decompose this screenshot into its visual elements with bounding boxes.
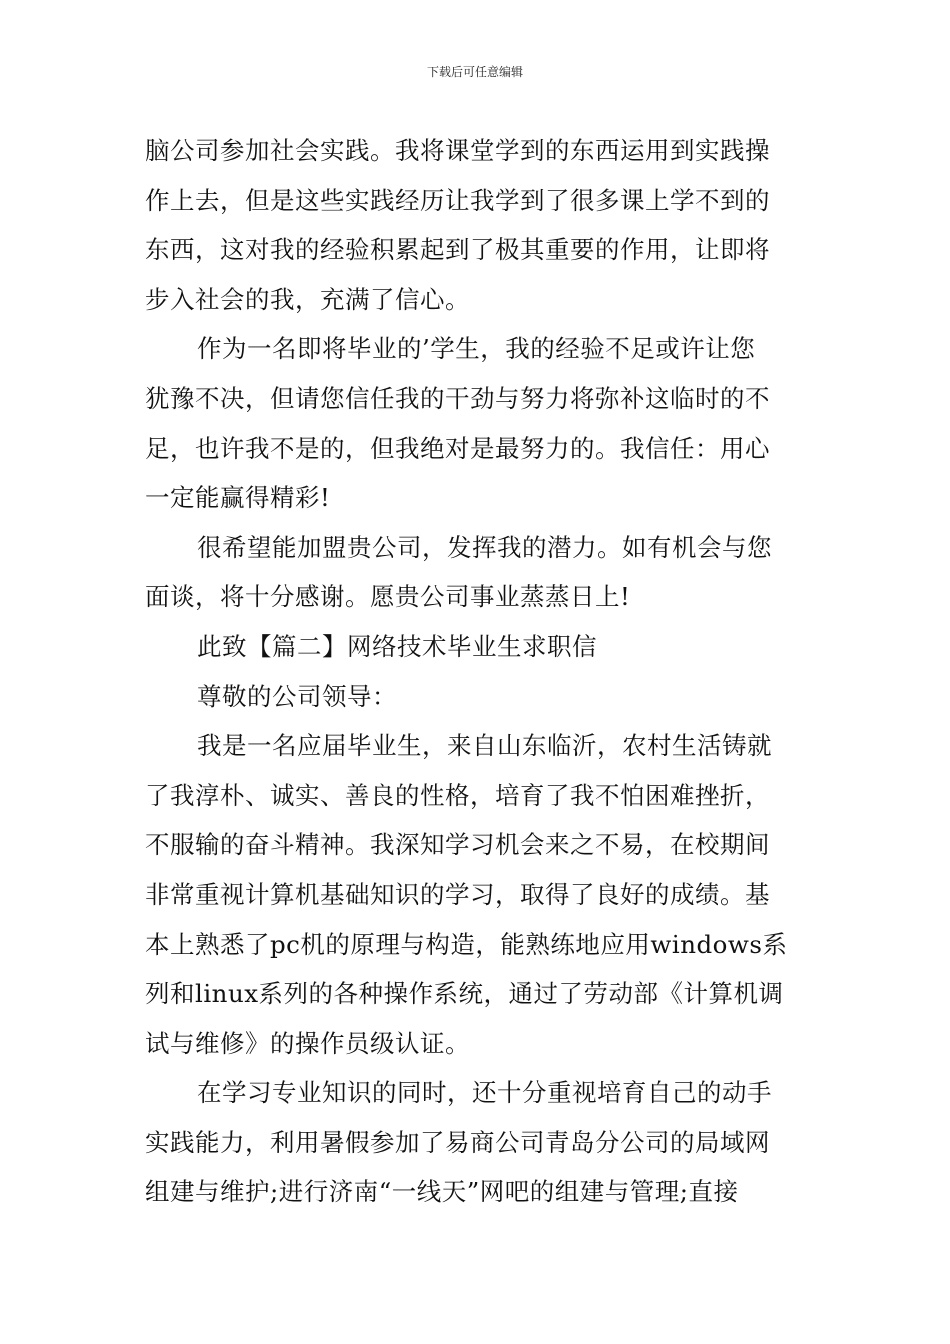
text-line: 很希望能加盟贵公司，发挥我的潜力。如有机会与您 [197,532,772,562]
page-header [0,64,950,80]
text-line: 作为一名即将毕业的’学生，我的经验不足或许让您 [197,334,756,364]
text-line: 了我淳朴、诚实、善良的性格，培育了我不怕困难挫折， [145,780,770,810]
document-body [145,126,807,1217]
paragraph-3 [145,523,807,622]
paragraph-salutation-title [145,622,807,672]
text-line: 面谈，将十分感谢。愿贵公司事业蒸蒸日上! [145,582,631,612]
text-line: 本上熟悉了pc机的原理与构造，能熟练地应用windows系 [145,929,788,959]
text-line: 组建与维护;进行济南“一线天”网吧的组建与管理;直接 [145,1177,739,1207]
text-line: 脑公司参加社会实践。我将课堂学到的东西运用到实践操 [145,136,770,165]
text-line: 实践能力，利用暑假参加了易商公司青岛分公司的局域网 [145,1127,770,1157]
text-line: 非常重视计算机基础知识的学习，取得了良好的成绩。基 [145,879,770,909]
header-text: 下载后可任意编辑 [426,65,523,79]
text-line: 足，也许我不是的，但我绝对是最努力的。我信任：用心 [145,433,770,463]
paragraph-2 [145,324,807,522]
text-line: 犹豫不决，但请您信任我的干劲与努力将弥补这临时的不 [145,383,770,413]
text-line: 在学习专业知识的同时，还十分重视培育自己的动手 [197,1078,772,1108]
text-line: 东西，这对我的经验积累起到了极其重要的作用，让即将 [145,235,770,265]
paragraph-greeting [145,672,807,722]
paragraph-6 [145,721,807,1068]
paragraph-7 [145,1068,807,1217]
text-line: 不服输的奋斗精神。我深知学习机会来之不易，在校期间 [145,830,770,860]
text-line: 作上去，但是这些实践经历让我学到了很多课上学不到的 [145,185,770,215]
text-line: 尊敬的公司领导： [197,681,397,711]
text-line: 步入社会的我，充满了信心。 [145,284,470,314]
text-line: 列和linux系列的各种操作系统，通过了劳动部《计算机调 [145,979,784,1009]
text-line: 试与维修》的操作员级认证。 [145,1028,470,1058]
text-line: 我是一名应届毕业生，来自山东临沂，农村生活铸就 [197,731,772,761]
text-line: 此致【篇二】网络技术毕业生求职信 [197,631,597,661]
paragraph-1 [145,126,807,324]
text-line: 一定能赢得精彩! [145,483,331,513]
